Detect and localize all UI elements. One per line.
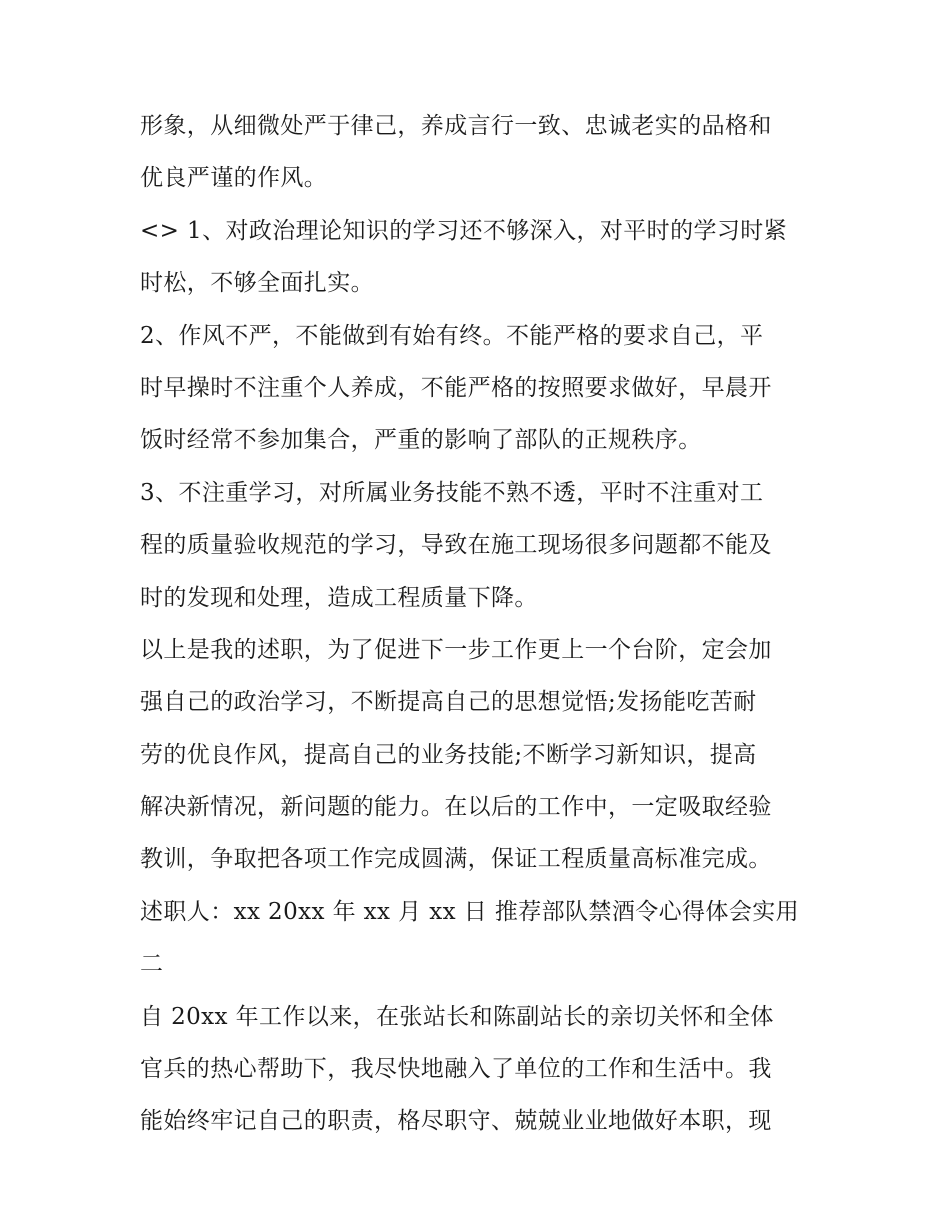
text-line: 强自己的政治学习，不断提高自己的思想觉悟;发扬能吃苦耐 [140, 689, 757, 716]
text-line: 时的发现和处理，造成工程质量下降。 [140, 584, 538, 611]
text-line: 能始终牢记自己的职责，格尽职守、兢兢业业地做好本职，现 [140, 1108, 772, 1135]
text-line: 教训，争取把各项工作完成圆满，保证工程质量高标准完成。 [140, 846, 772, 873]
text-line: 解决新情况，新问题的能力。在以后的工作中，一定吸取经验 [140, 794, 772, 821]
text-line: 时松，不够全面扎实。 [140, 270, 374, 297]
text-line: 官兵的热心帮助下，我尽快地融入了单位的工作和生活中。我 [140, 1056, 772, 1083]
text-line: 3、不注重学习，对所属业务技能不熟不透，平时不注重对工 [140, 479, 764, 506]
text-line: 程的质量验收规范的学习，导致在施工现场很多问题都不能及 [140, 532, 772, 559]
text-line: 饭时经常不参加集合，严重的影响了部队的正规秩序。 [140, 427, 702, 454]
text-line: 二 [140, 951, 164, 978]
text-line: 2、作风不严，不能做到有始有终。不能严格的要求自己，平 [140, 322, 764, 349]
text-line: 优良严谨的作风。 [140, 165, 328, 192]
document-body [140, 100, 820, 1148]
signature-line: 述职人：xx 20xx 年 xx 月 xx 日 推荐部队禁酒令心得体会实用 [140, 898, 800, 925]
text-line: <> 1、对政治理论知识的学习还不够深入，对平时的学习时紧 [140, 217, 788, 244]
text-line: 劳的优良作风，提高自己的业务技能;不断学习新知识，提高 [140, 741, 757, 768]
text-line: 自 20xx 年工作以来，在张站长和陈副站长的亲切关怀和全体 [140, 1003, 774, 1030]
text-line: 形象，从细微处严于律己，养成言行一致、忠诚老实的品格和 [140, 113, 772, 139]
text-line: 以上是我的述职，为了促进下一步工作更上一个台阶，定会加 [140, 636, 772, 663]
text-line: 时早操时不注重个人养成，不能严格的按照要求做好，早晨开 [140, 374, 772, 401]
